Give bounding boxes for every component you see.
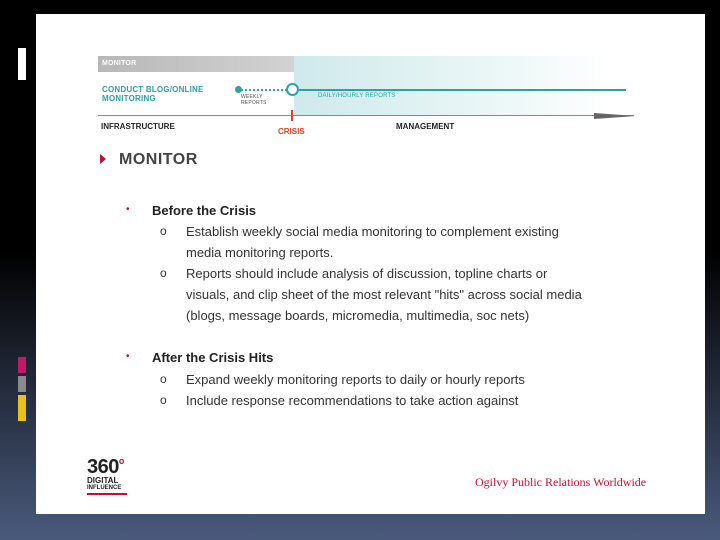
management-shade xyxy=(294,56,608,116)
daily-reports-label: DAILY/HOURLY REPORTS xyxy=(318,93,396,99)
digital-influence-logo xyxy=(87,456,127,495)
weekly-line2: REPORTS xyxy=(241,100,267,106)
weekly-dot xyxy=(235,86,242,93)
infrastructure-label: INFRASTRUCTURE xyxy=(101,122,175,131)
logo-line2: INFLUENCE xyxy=(87,485,122,491)
logo-degree: o xyxy=(118,456,125,466)
weekly-line1: WEEKLY xyxy=(241,94,263,100)
row-label-line1: CONDUCT BLOG/ONLINE xyxy=(102,85,204,94)
sub-item-1-1 xyxy=(186,221,559,263)
row-label-line2: MONITORING xyxy=(102,94,156,103)
sub-item-2-2-line1: Include response recommendations to take action against xyxy=(186,393,519,408)
bullet-dot-2: • xyxy=(126,351,130,362)
crisis-label: CRISIS xyxy=(278,127,305,136)
deco-bar-magenta xyxy=(18,357,26,373)
sub-marker-1-2: o xyxy=(160,266,167,280)
deco-bar-yellow xyxy=(18,395,26,421)
logo-underline xyxy=(87,493,127,495)
crisis-node xyxy=(286,83,299,96)
daily-solid-line xyxy=(299,89,626,91)
sub-marker-2-1: o xyxy=(160,372,167,386)
sub-item-2-1 xyxy=(186,369,525,390)
weekly-reports-label xyxy=(241,94,266,106)
sub-item-1-2-line3: (blogs, message boards, micromedia, multimedia, soc nets) xyxy=(186,308,530,323)
sub-marker-1-1: o xyxy=(160,224,167,238)
bullet-heading-2: After the Crisis Hits xyxy=(152,350,274,365)
bullet-dot-1: • xyxy=(126,204,130,215)
sub-item-1-2-line2: visuals, and clip sheet of the most relevant "hits" across social media xyxy=(186,287,582,302)
timeline-row-label xyxy=(102,85,204,103)
deco-bar-white-1 xyxy=(18,48,26,80)
timeline-monitor-label: MONITOR xyxy=(102,60,137,67)
sub-item-1-2-line1: Reports should include analysis of discussion, topline charts or xyxy=(186,266,548,281)
sub-item-1-1-line2: media monitoring reports. xyxy=(186,245,334,260)
bullet-heading-1: Before the Crisis xyxy=(152,203,257,218)
axis-line xyxy=(98,115,634,116)
slide xyxy=(36,14,705,514)
crisis-tick xyxy=(291,110,293,121)
deco-bar-gray xyxy=(18,376,26,392)
weekly-dotted-line xyxy=(238,89,290,91)
logo-number: 360 xyxy=(87,456,119,478)
section-arrow-icon xyxy=(100,154,106,164)
footer-company: Ogilvy Public Relations Worldwide xyxy=(475,475,647,489)
sub-item-2-2 xyxy=(186,390,518,411)
sub-item-1-1-line1: Establish weekly social media monitoring to complement existing xyxy=(186,224,559,239)
sub-item-1-2 xyxy=(186,263,582,326)
logo-line1: DIGITAL xyxy=(87,476,119,485)
management-label: MANAGEMENT xyxy=(396,122,455,131)
section-title: MONITOR xyxy=(119,151,198,168)
sub-item-2-1-line1: Expand weekly monitoring reports to daily or hourly reports xyxy=(186,372,525,387)
sub-marker-2-2: o xyxy=(160,393,167,407)
axis-arrow xyxy=(594,113,636,119)
